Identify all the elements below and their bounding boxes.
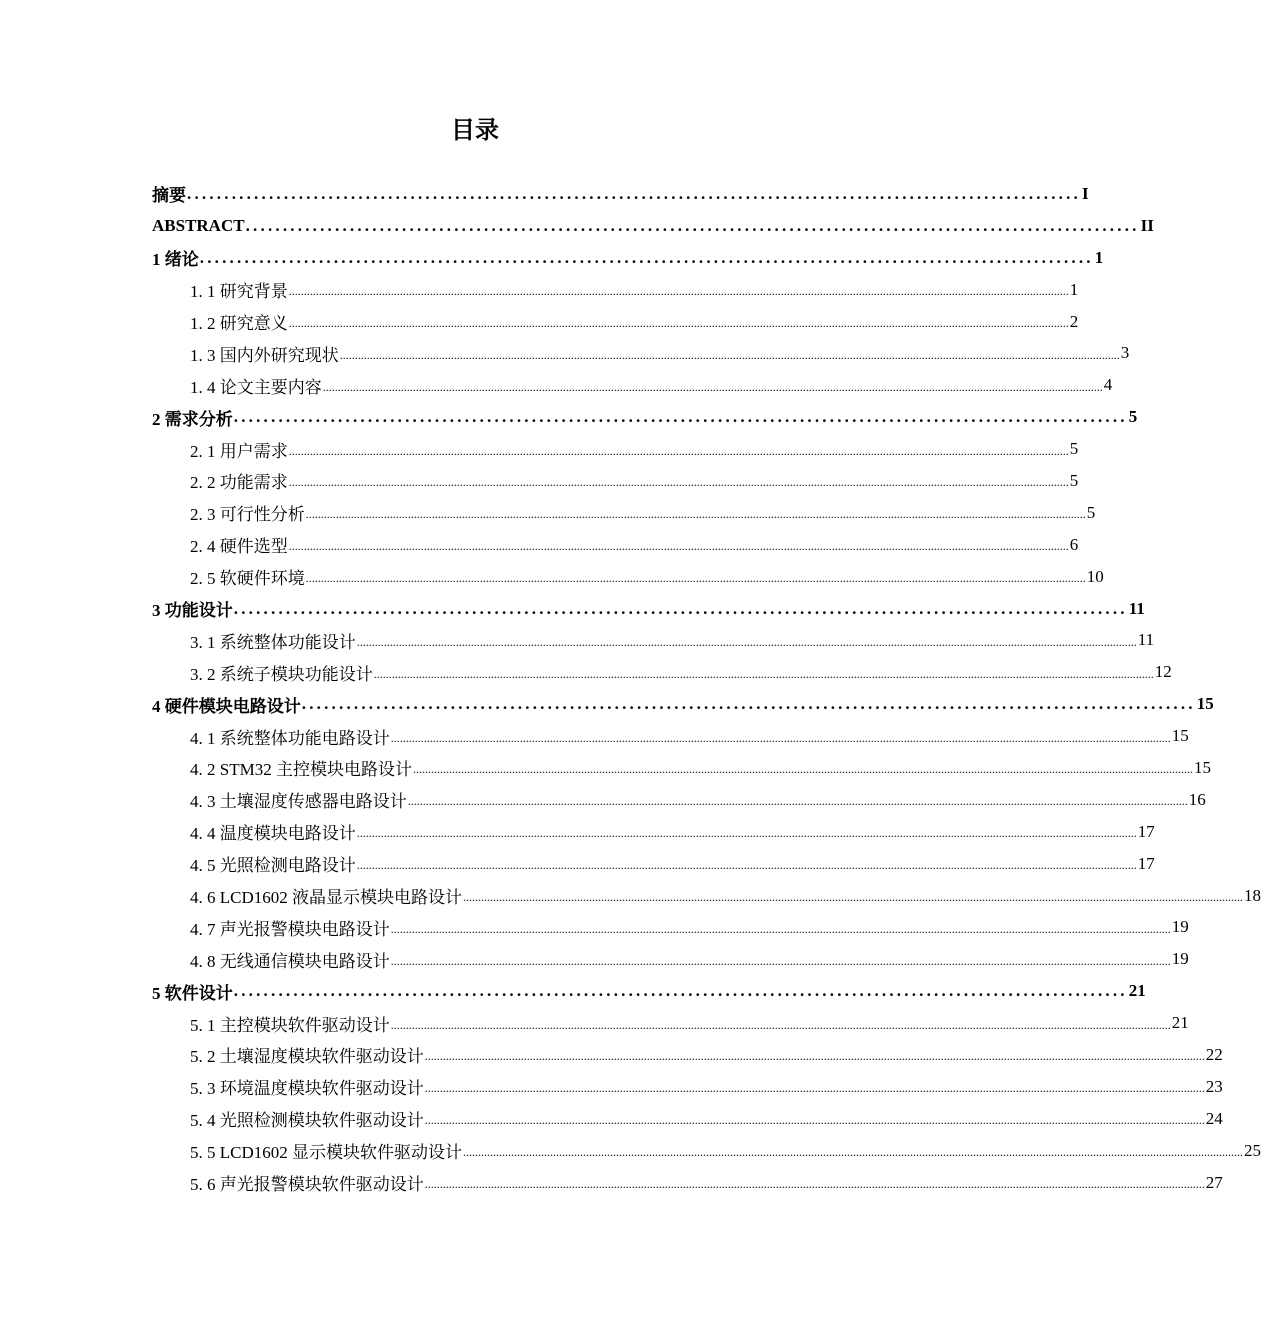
toc-entry-label: ABSTRACT	[152, 215, 245, 235]
toc-section-entry[interactable]	[152, 1135, 1261, 1167]
toc-section-entry[interactable]	[152, 624, 1155, 656]
toc-section-entry[interactable]	[152, 1103, 1223, 1135]
toc-entry-label: 3 功能设计	[152, 601, 233, 621]
toc-dot-leader: ........................................................................................................................	[301, 694, 1196, 714]
toc-dot-leader: ....................................................................................................................................................................................................................................................................	[305, 507, 1086, 522]
toc-page-number: 5	[1069, 470, 1079, 490]
toc-section-entry[interactable]	[152, 561, 1104, 593]
toc-page-number: 3	[1120, 343, 1130, 363]
toc-entry-label: 4. 2 STM32 主控模块电路设计	[190, 760, 412, 780]
toc-dot-leader: ........................................................................................................................	[187, 183, 1081, 203]
toc-page-number: 6	[1069, 534, 1079, 554]
toc-section-entry[interactable]	[152, 274, 1079, 306]
toc-dot-leader: ....................................................................................................................................................................................................................................................................	[390, 921, 1171, 936]
toc-dot-leader: ....................................................................................................................................................................................................................................................................	[288, 284, 1069, 299]
toc-chapter-entry[interactable]	[152, 975, 1146, 1007]
toc-page-number: 15	[1171, 726, 1189, 746]
toc-section-entry[interactable]	[152, 1039, 1223, 1071]
toc-chapter-entry[interactable]	[152, 593, 1145, 625]
toc-section-entry[interactable]	[152, 1167, 1223, 1199]
toc-section-entry[interactable]	[152, 784, 1206, 816]
toc-section-entry[interactable]	[152, 1071, 1223, 1103]
toc-entry-label: 4. 3 土壤湿度传感器电路设计	[190, 792, 407, 812]
toc-dot-leader: ....................................................................................................................................................................................................................................................................	[356, 826, 1137, 841]
toc-chapter-entry[interactable]	[152, 242, 1104, 274]
toc-entry-label: 5 软件设计	[152, 983, 233, 1003]
toc-page-number: 19	[1171, 917, 1189, 937]
toc-page-number: 15	[1193, 757, 1211, 777]
toc-entry-label: 2. 5 软硬件环境	[190, 569, 305, 589]
toc-page-number: 27	[1205, 1172, 1223, 1192]
toc-section-entry[interactable]	[152, 848, 1155, 880]
toc-chapter-entry[interactable]	[152, 401, 1138, 433]
toc-dot-leader: ....................................................................................................................................................................................................................................................................	[412, 762, 1193, 777]
toc-entry-label: 2. 2 功能需求	[190, 473, 288, 493]
toc-page-number: 11	[1128, 598, 1145, 618]
toc-dot-leader: ....................................................................................................................................................................................................................................................................	[407, 794, 1188, 809]
toc-section-entry[interactable]	[152, 752, 1211, 784]
toc-dot-leader: ....................................................................................................................................................................................................................................................................	[463, 1145, 1243, 1160]
toc-dot-leader: ....................................................................................................................................................................................................................................................................	[322, 379, 1103, 394]
toc-dot-leader: ....................................................................................................................................................................................................................................................................	[373, 666, 1154, 681]
toc-page-number: 5	[1086, 502, 1096, 522]
toc-dot-leader: ....................................................................................................................................................................................................................................................................	[424, 1177, 1205, 1192]
toc-entry-label: 2. 3 可行性分析	[190, 505, 305, 525]
toc-section-entry[interactable]	[152, 465, 1079, 497]
toc-dot-leader: ....................................................................................................................................................................................................................................................................	[463, 890, 1243, 905]
toc-entry-label: 5. 3 环境温度模块软件驱动设计	[190, 1079, 424, 1099]
toc-section-entry[interactable]	[152, 497, 1096, 529]
toc-dot-leader: ....................................................................................................................................................................................................................................................................	[390, 953, 1171, 968]
toc-entry-label: 4 硬件模块电路设计	[152, 696, 301, 716]
toc-chapter-entry[interactable]	[152, 210, 1154, 242]
toc-dot-leader: ....................................................................................................................................................................................................................................................................	[288, 443, 1069, 458]
toc-dot-leader: ....................................................................................................................................................................................................................................................................	[339, 347, 1120, 362]
toc-section-entry[interactable]	[152, 943, 1189, 975]
toc-entry-label: 5. 6 声光报警模块软件驱动设计	[190, 1175, 424, 1195]
toc-page-number: 23	[1205, 1076, 1223, 1096]
toc-dot-leader: ........................................................................................................................	[233, 981, 1128, 1001]
toc-dot-leader: ....................................................................................................................................................................................................................................................................	[424, 1049, 1205, 1064]
toc-page-number: 15	[1196, 694, 1214, 714]
toc-page-number: 18	[1244, 885, 1261, 905]
toc-entry-label: 4. 5 光照检测电路设计	[190, 856, 356, 876]
toc-page-number: 19	[1171, 949, 1189, 969]
toc-page-number: 12	[1154, 662, 1172, 682]
toc-page-number: 5	[1069, 439, 1079, 459]
toc-entry-label: 摘要	[152, 186, 186, 206]
toc-page-number: 4	[1103, 375, 1113, 395]
toc-dot-leader: ....................................................................................................................................................................................................................................................................	[356, 858, 1137, 873]
toc-dot-leader: ....................................................................................................................................................................................................................................................................	[390, 730, 1171, 745]
toc-dot-leader: ....................................................................................................................................................................................................................................................................	[424, 1081, 1205, 1096]
toc-entry-label: 4. 4 温度模块电路设计	[190, 824, 356, 844]
toc-entry-label: 2. 1 用户需求	[190, 441, 288, 461]
toc-entry-label: 1 绪论	[152, 250, 199, 270]
toc-dot-leader: ....................................................................................................................................................................................................................................................................	[288, 316, 1069, 330]
toc-dot-leader: ........................................................................................................................	[233, 598, 1128, 618]
toc-page-number: 5	[1128, 407, 1138, 427]
toc-section-entry[interactable]	[152, 369, 1113, 401]
toc-entry-label: 3. 1 系统整体功能设计	[190, 632, 356, 652]
toc-entry-label: 1. 2 研究意义	[190, 314, 288, 333]
toc-entry-label: 2 需求分析	[152, 409, 233, 429]
toc-page-number: 25	[1244, 1140, 1261, 1160]
toc-page-number: 1	[1069, 279, 1079, 299]
toc-entry-label: 3. 2 系统子模块功能设计	[190, 664, 373, 684]
toc-section-entry[interactable]	[152, 880, 1261, 912]
toc-entry-label: 4. 8 无线通信模块电路设计	[190, 951, 390, 971]
toc-list	[152, 178, 1261, 1199]
toc-entry-label: 4. 1 系统整体功能电路设计	[190, 728, 390, 748]
toc-page-number: 2	[1069, 311, 1079, 331]
toc-section-entry[interactable]	[152, 720, 1189, 752]
toc-entry-label: 5. 4 光照检测模块软件驱动设计	[190, 1111, 424, 1131]
toc-entry-label: 5. 1 主控模块软件驱动设计	[190, 1015, 390, 1035]
toc-dot-leader: ....................................................................................................................................................................................................................................................................	[288, 475, 1069, 490]
toc-section-entry[interactable]	[152, 816, 1155, 848]
toc-page-number: 16	[1188, 789, 1206, 809]
toc-chapter-entry[interactable]	[152, 688, 1214, 720]
toc-page-number: 1	[1094, 247, 1104, 267]
toc-dot-leader: ....................................................................................................................................................................................................................................................................	[424, 1113, 1205, 1128]
toc-dot-leader: ....................................................................................................................................................................................................................................................................	[288, 539, 1069, 554]
toc-dot-leader: ........................................................................................................................	[233, 407, 1128, 427]
toc-section-entry[interactable]	[152, 529, 1079, 561]
toc-page-number: I	[1082, 183, 1089, 203]
toc-page-number: 24	[1205, 1108, 1223, 1128]
toc-page-number: 11	[1137, 630, 1155, 650]
toc-chapter-entry[interactable]	[152, 178, 1089, 210]
toc-section-entry[interactable]	[152, 433, 1079, 465]
page-title: 目录	[451, 116, 499, 144]
toc-entry-label: 4. 6 LCD1602 液晶显示模块电路设计	[190, 888, 462, 908]
toc-page-number: II	[1140, 215, 1154, 235]
toc-entry-label: 5. 5 LCD1602 显示模块软件驱动设计	[190, 1143, 462, 1163]
toc-entry-label: 1. 3 国内外研究现状	[190, 345, 339, 365]
toc-section-entry[interactable]	[152, 656, 1172, 688]
toc-section-entry[interactable]	[152, 1007, 1189, 1039]
toc-section-entry[interactable]	[152, 337, 1130, 369]
toc-dot-leader: ....................................................................................................................................................................................................................................................................	[390, 1017, 1171, 1032]
toc-page-number: 21	[1171, 1013, 1189, 1033]
toc-dot-leader: ........................................................................................................................	[245, 215, 1140, 235]
toc-page-number: 22	[1205, 1044, 1223, 1064]
toc-section-entry[interactable]	[152, 306, 1079, 338]
toc-dot-leader: ........................................................................................................................	[199, 247, 1094, 267]
toc-entry-label: 4. 7 声光报警模块电路设计	[190, 919, 390, 939]
toc-entry-label: 5. 2 土壤湿度模块软件驱动设计	[190, 1047, 424, 1067]
toc-section-entry[interactable]	[152, 911, 1189, 943]
toc-page-number: 17	[1137, 853, 1155, 873]
toc-entry-label: 2. 4 硬件选型	[190, 537, 288, 557]
toc-entry-label: 1. 1 研究背景	[190, 282, 288, 302]
toc-dot-leader: ....................................................................................................................................................................................................................................................................	[356, 634, 1137, 649]
toc-page-number: 10	[1086, 566, 1104, 586]
toc-dot-leader: ....................................................................................................................................................................................................................................................................	[305, 571, 1086, 586]
toc-page-number: 21	[1128, 981, 1146, 1001]
toc-page-number: 17	[1137, 821, 1155, 841]
toc-entry-label: 1. 4 论文主要内容	[190, 377, 322, 397]
